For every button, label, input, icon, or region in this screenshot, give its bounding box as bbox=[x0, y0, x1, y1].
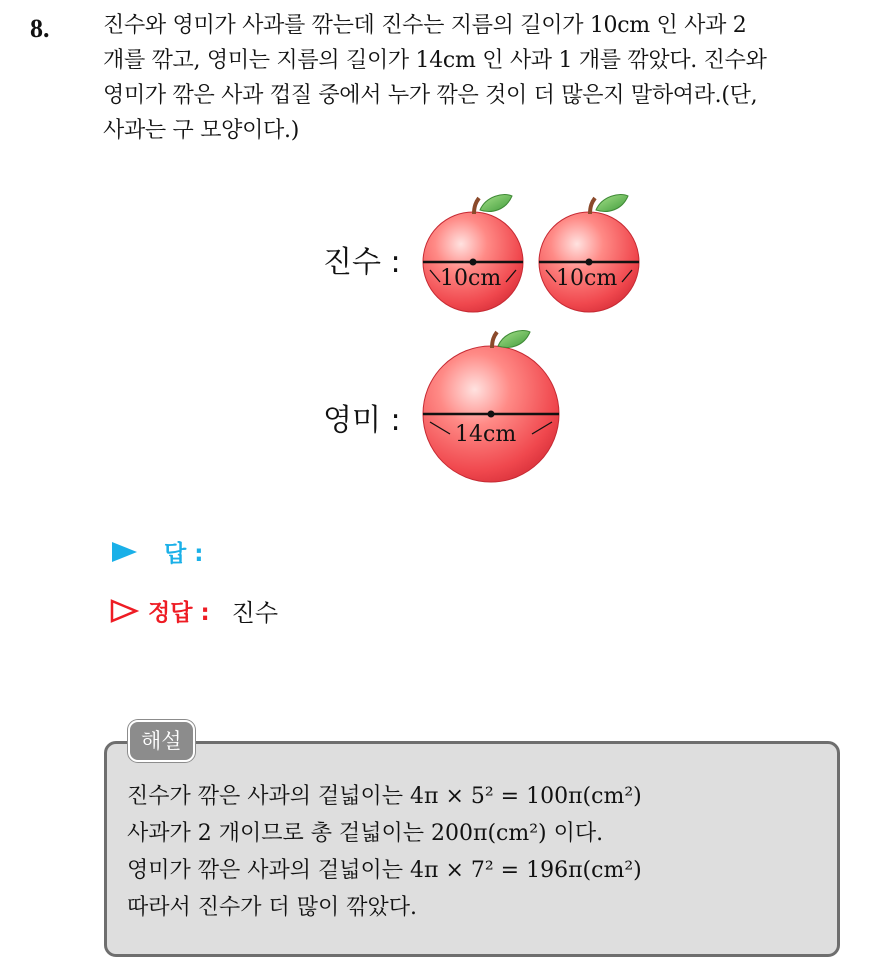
answer-row bbox=[108, 535, 203, 568]
small-apple-1-diameter: 10cm bbox=[440, 266, 502, 291]
small-apple-2-diameter: 10cm bbox=[556, 266, 618, 291]
small-apple-1 bbox=[423, 195, 523, 312]
explanation-text bbox=[127, 778, 642, 926]
correct-answer-value: 진수 bbox=[231, 599, 279, 627]
question-line: 영미가 깎은 사과 껍질 중에서 누가 깎은 것이 더 많은지 말하여라.(단, bbox=[103, 83, 758, 108]
yeongmi-label: 영미 : bbox=[323, 403, 401, 438]
explanation-line: 진수가 깎은 사과의 겉넓이는 4π × 5² = 100π(cm²) bbox=[127, 784, 642, 809]
stem-icon bbox=[590, 198, 595, 214]
explanation-line: 영미가 깎은 사과의 겉넓이는 4π × 7² = 196π(cm²) bbox=[127, 858, 642, 883]
question-line: 진수와 영미가 사과를 깎는데 진수는 지름의 길이가 10cm 인 사과 2 bbox=[103, 13, 747, 38]
outline-triangle-icon bbox=[108, 597, 142, 625]
correct-answer-row bbox=[108, 593, 278, 628]
stem-icon bbox=[474, 198, 479, 214]
leaf-icon bbox=[498, 331, 530, 348]
jinsu-label: 진수 : bbox=[323, 245, 401, 280]
large-apple-diameter: 14cm bbox=[455, 422, 517, 447]
play-triangle-icon bbox=[108, 539, 142, 565]
leaf-icon bbox=[596, 195, 628, 212]
correct-answer-label: 정답 : bbox=[148, 600, 210, 626]
explanation-tag: 해설 bbox=[128, 720, 195, 762]
leaf-icon bbox=[480, 195, 512, 212]
question-line: 개를 깎고, 영미는 지름의 길이가 14cm 인 사과 1 개를 깎았다. 진수와 bbox=[103, 48, 767, 73]
answer-label: 답 : bbox=[164, 541, 204, 567]
small-apple-2 bbox=[539, 195, 639, 312]
question-number: 8. bbox=[30, 14, 50, 43]
large-apple bbox=[423, 331, 559, 482]
question-line: 사과는 구 모양이다.) bbox=[103, 118, 299, 143]
explanation-line: 따라서 진수가 더 많이 깎았다. bbox=[127, 895, 417, 920]
explanation-line: 사과가 2 개이므로 총 겉넓이는 200π(cm²) 이다. bbox=[127, 821, 604, 846]
